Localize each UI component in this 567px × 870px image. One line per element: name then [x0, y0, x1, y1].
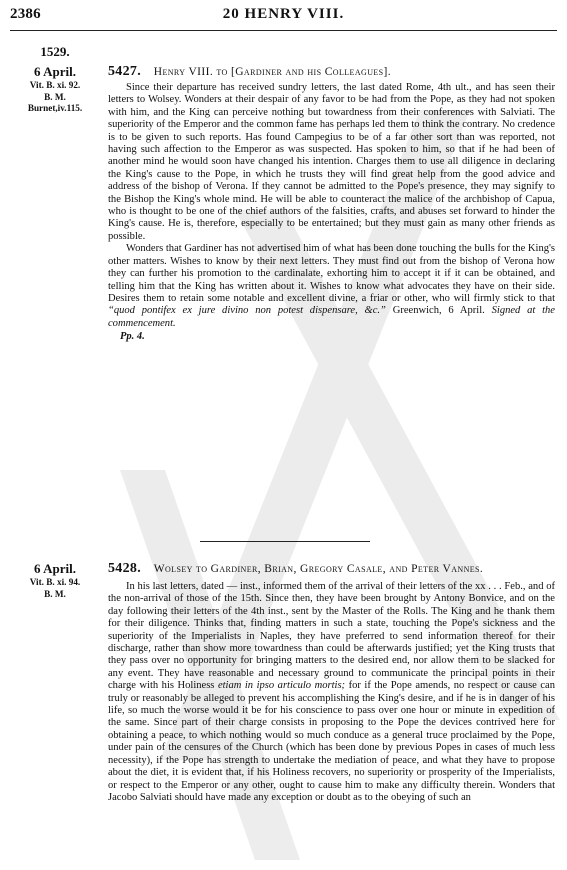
- entry-heading: [108, 561, 555, 577]
- entry-number: 5428.: [108, 561, 141, 576]
- paragraph: [108, 581, 555, 804]
- entry-separator: [200, 541, 370, 542]
- closing-place-date: Greenwich, 6 April.: [392, 305, 485, 317]
- latin-phrase: etiam in ipso articulo mortis;: [217, 680, 346, 692]
- source-ref: Burnet,iv.115.: [27, 103, 83, 113]
- paragraph-text: In his last letters, dated — inst., informed them of the arrival of their letters of the xx . . . Feb., and of the non-arrival of those of the 15th. Since then, they have been brought by Antony Bonvice, and on the day following their letters of the 4th inst., sent by the Master of the Rolls. The King and he thank them for their diligence. Thinks that, finding matters in such a state, touching the Pope's sickness and the superiority of the Imperialists in Naples, they have preferred to send information thereof for their discharge, rather than show more towardness than could be afterwards justified; yet the King trusts that they pass over no opportunity for bringing matters to the desired end, nor allow them to be slacked for any event. They have reasonable and necessary ground to communicate the principal points in their charge with his Holiness: [108, 581, 555, 692]
- entry-heading: [108, 64, 555, 80]
- paragraph: [108, 243, 555, 330]
- page-count: Pp. 4.: [120, 331, 145, 343]
- entry-5428: [108, 561, 555, 804]
- entry-date: 6 April.: [34, 64, 76, 79]
- source-ref: B. M.: [44, 91, 66, 102]
- page-number: 2386: [10, 6, 41, 22]
- running-title: 20 HENRY VIII.: [222, 6, 345, 22]
- entry-5427-margin: [12, 64, 98, 115]
- signature-note: Signed at the commencement.: [108, 305, 555, 329]
- paragraph-text: Wonders that Gardiner has not advertised him of what has been done touching the bulls for the King's other matters. Wishes to know by their next letters. They must find out from the bishop of Verona how they can further his promotion to the cardinalate, exhorting him to accept it if it can be obtained, and telling him that the King has written about it. Wishes to know what advocates they have on their side. Desires them to retain some notable and excellent divine, a friar or other, who will firmly stick to that: [108, 243, 555, 304]
- entry-address: Wolsey to Gardiner, Brian, Gregory Casale, and Peter Vannes.: [153, 563, 484, 575]
- latin-quote: “quod pontifex ex jure divino non potest dispensare, &c.”: [108, 305, 386, 317]
- margin-notes: [12, 0, 98, 870]
- source-ref: Vit. B. xi. 92.: [29, 80, 81, 90]
- entry-number: 5427.: [108, 64, 141, 79]
- paragraph-text: for if the Pope amends, no respect or cause can truly or reasonably be alleged to prevent his accomplishing the King's desire, and if he is in danger of his life, so much the worse would it be for his conscience to pass over one hour or minute in expedition of the same. Since part of their charge consists in proposing to the Pope the devices contrived here for obtaining a peace, to which nothing would so much conduce as a general truce proclaimed by the Pope, under pain of the censures of the Church (which has been done by previous Popes in cases of much less necessity), if the Pope has strength to undertake the mediation of peace, and what they have to propose about the diet, it is evident that, if his Holiness recovers, no superiority or prosperity of the Imperialists, or respect to the Emperor or any other, ought to cause him to make any difficulty therein. Wonders that Jacobo Salviati should have made any exception or doubt as to the obeying of such an: [108, 680, 556, 803]
- entry-address: Henry VIII. to [Gardiner and his Colleagues].: [153, 66, 392, 78]
- entry-date: 6 April.: [34, 561, 76, 576]
- source-ref: B. M.: [44, 588, 66, 599]
- source-ref: Vit. B. xi. 94.: [29, 577, 81, 587]
- entry-body: [108, 82, 555, 343]
- entry-body: [108, 581, 555, 804]
- year-label: 1529.: [40, 44, 70, 59]
- entry-5428-margin: [12, 561, 98, 600]
- paragraph: Since their departure has received sundry letters, the last dated Rome, 4th ult., and has seen their letters to Wolsey. Wonders at their despair of any favor to be had from the Pope, as they had not spoken with him, and the King can perceive nothing but towardness from their conferences with Salviati. The superiority of the Emperor and the common fame has perhaps led them to think the contrary. No credence is to be given to such reports. Has found Campegius to be of a far other sort than was reported, not having such affection to the Emperor as was suspected. Has spoken to him, so that if he had been of another mind he would soon have changed his intention. Charges them to use all diligence in declaring the King's cause to the Pope, in which he trusts they will find great help from the good advice and address of the bishop of Verona. If they cannot be admitted to the Pope's presence, they may signify to the Bishop the King's whole mind. He will be able to counteract the malice of the archbishop of Capua, who is thought to be one of the chief authors of the falsities, crafts, and abuses set forward to hinder the King's cause. He is, therefore, especially to be entertained; but they must gain as many other friends as possible.: [108, 82, 555, 242]
- entry-5427: [108, 64, 555, 343]
